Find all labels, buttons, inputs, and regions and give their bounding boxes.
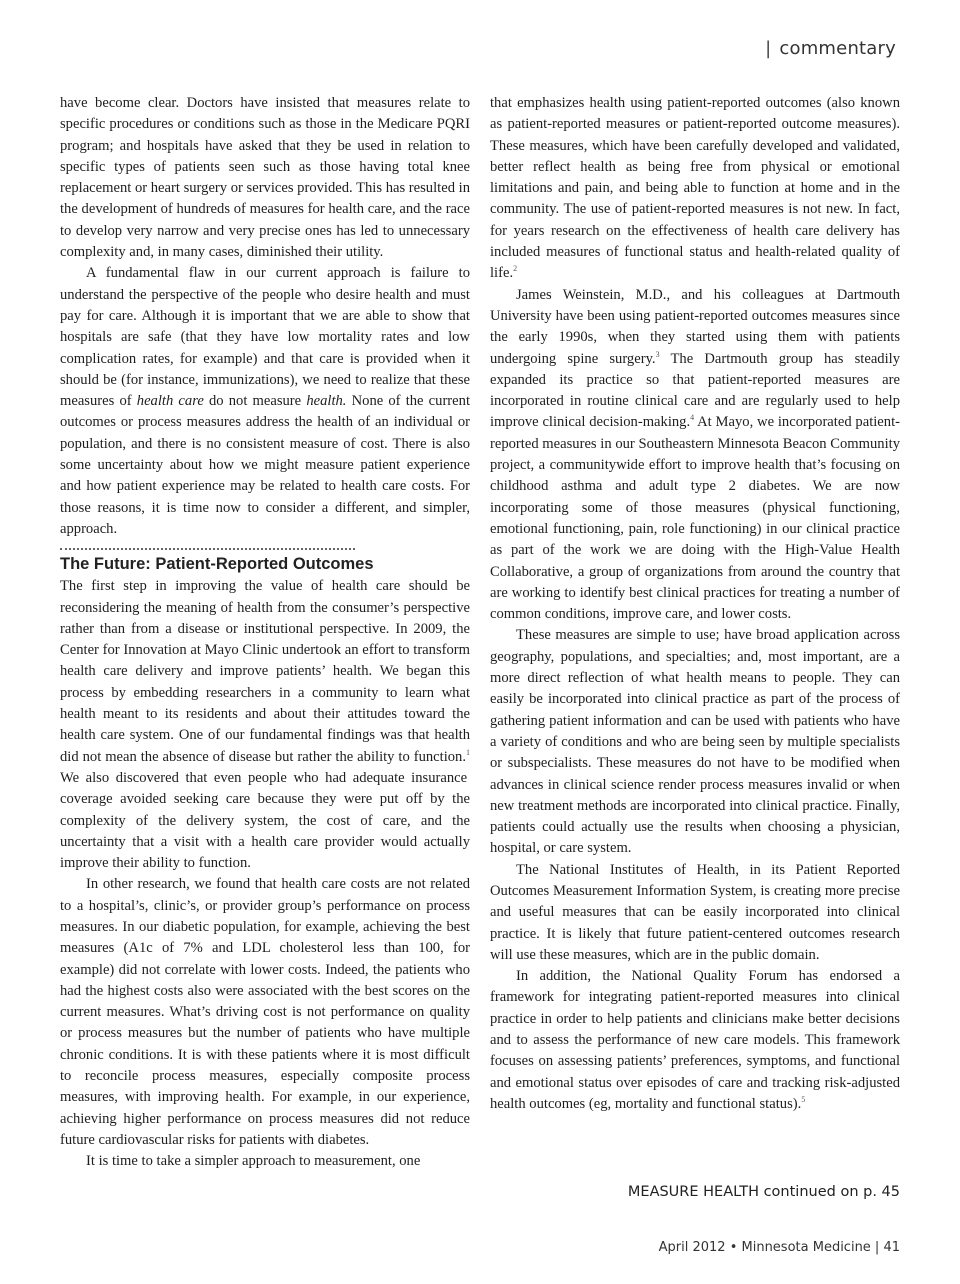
paragraph: The first step in improving the value of health care should be reconsidering the meaning of health from the consumer’s perspective rather than from a disease or institutional perspective. In 2009, the Center for Innovation at Mayo Clinic undertook an effort to transform health care delivery and improve patients’ health. We began this process by embedding researchers in a community to learn what health meant to its residents and about their attitudes toward the health care system. One of our fundamental findings was that health did not mean the absence of disease but rather the ability to function.$^1$ We also discovered that even people who had adequate insurance coverage avoided seeking care because they were put off by the complexity of the delivery system, the cost of care, and the uncertainty that a visit with a health care provider would actually improve their ability to function.	[60, 578, 470, 872]
section-heading-block	[60, 548, 470, 575]
paragraph: A fundamental flaw in our current approach is failure to understand the perspective of the people who desire health and must pay for care. Although it is important that we are able to show that hospitals are safe (that they have low mortality rates and low complication rates, for example) and that care is provided when it should be (for instance, immunizations), we need to realize that these measures of health care do not measure health. None of the current outcomes or process measures address the health of an individual or population, and there is no consistent measure of cost. There is also some uncertainty about how we might measure patient experience and how patient experience may be related to health care costs. For those reasons, it is time now to consider a different, and simpler, approach.	[60, 265, 470, 537]
paragraph: In addition, the National Quality Forum has endorsed a framework for integrating patient-reported measures into clinical practice in order to help patients and clinicians make better decisions and to assess the performance of new care models. This framework focuses on assessing patients’ preferences, symptoms, and functional and emotional status over episodes of care and tracking risk-adjusted health outcomes (eg, mortality and functional status).$^5$	[490, 968, 900, 1112]
reference-number: 5	[801, 1095, 806, 1105]
paragraph: that emphasizes health using patient-reported outcomes (also known as patient-reported measures or patient-reported outcome measures). These measures, which have been carefully developed and validated, better reflect health as being free from physical or emotional limitations and pain, and being able to function at home and in the community. The use of patient-reported measures is not new. In fact, for years research on the effectiveness of health care delivery has included measures of functional status and health-related quality of life.$^2$	[490, 95, 900, 282]
page-footer: April 2012 • Minnesota Medicine | 41	[658, 1240, 900, 1255]
paragraph: The National Institutes of Health, in its Patient Reported Outcomes Measurement Information System, is creating more precise and useful measures that can be easily incorporated into clinical practice. It is likely that future patient-centered outcomes research will use these measures, which are in the public domain.	[490, 861, 900, 963]
paragraph: James Weinstein, M.D., and his colleagues at Dartmouth University have been using patient-reported outcomes measures since the early 1990s, when they started using them with patients undergoing spine surgery.$^3$ The Dartmouth group has steadily expanded its practice so that patient-reported measures are incorporated in routine clinical care and are regularly used to help improve clinical decision-making.$^4$ At Mayo, we incorporated patient-reported measures in our Southeastern Minnesota Beacon Community project, a communitywide effort to improve health that’s focusing on childhood asthma and adult type 2 diabetes. We are now incorporating some of those measures (physical functioning, emotional functioning, pain, role functioning) in our clinical practice as part of the work we are doing with the High-Value Health Collaborative, a group of organizations from around the country that are working to identify best clinical practices for treating a number of common conditions, improve care, and lower costs.	[490, 286, 901, 623]
emphasis: health care	[136, 393, 204, 410]
paragraph: have become clear. Doctors have insisted that measures relate to specific procedures or conditions such as those in the Medicare PQRI program; and hospitals have asked that they be used in relation to specific types of patients seen such as those having total knee replacement or heart surgery or services provided. This has resulted in the development of hundreds of measures for health care, and the race to develop very narrow and very precise ones has led to unnecessary complexity and, in many cases, diminished their utility.	[60, 95, 470, 261]
right-column	[490, 93, 900, 1115]
paragraph: It is time to take a simpler approach to measurement, one	[86, 1153, 421, 1170]
emphasis: health.	[306, 393, 347, 410]
reference-number: 3	[655, 349, 660, 359]
section-header	[765, 38, 896, 59]
left-column	[60, 93, 470, 1173]
dotted-divider	[60, 548, 355, 550]
continued-note: MEASURE HEALTH continued on p. 45	[627, 1184, 900, 1200]
paragraph: These measures are simple to use; have broad application across geography, populations, and specialties; and, most important, are a more direct reflection of what health means to people. They can easily be incorporated into clinical practice as part of the process of gathering patient information and can be used with patients who have a variety of conditions and who are being seen by multiple specialists or subspecialists. These measures do not have to be modified when advances in clinical science render process measures invalid or when new treatment methods are incorporated into clinical practice. Finally, patients could actually use the results when choosing a physician, hospital, or care system.	[490, 627, 900, 857]
reference-number: 2	[513, 264, 518, 274]
header-separator: |	[765, 38, 772, 59]
section-title: The Future: Patient-Reported Outcomes	[60, 555, 374, 574]
section-label: commentary	[779, 38, 896, 59]
paragraph: In other research, we found that health care costs are not related to a hospital’s, clinic’s, or provider group’s performance on process measures. In our diabetic population, for example, achieving the best measures (A1c of 7% and LDL cholesterol less than 100, for example) did not correlate with lower costs. Indeed, the patients who had the highest costs also were associated with the best scores on the current measures. What’s driving cost is not performance on quality or process measures but the number of patients who have multiple chronic conditions. It is with these patients where it is most difficult to reconcile process measures, especially composite process measures, with improving health. For example, in our experience, achieving higher performance on process measures did not reduce future cardiovascular risks for patients with diabetes.	[60, 876, 470, 1148]
reference-number: 1	[466, 747, 470, 757]
reference-number: 4	[690, 413, 695, 423]
